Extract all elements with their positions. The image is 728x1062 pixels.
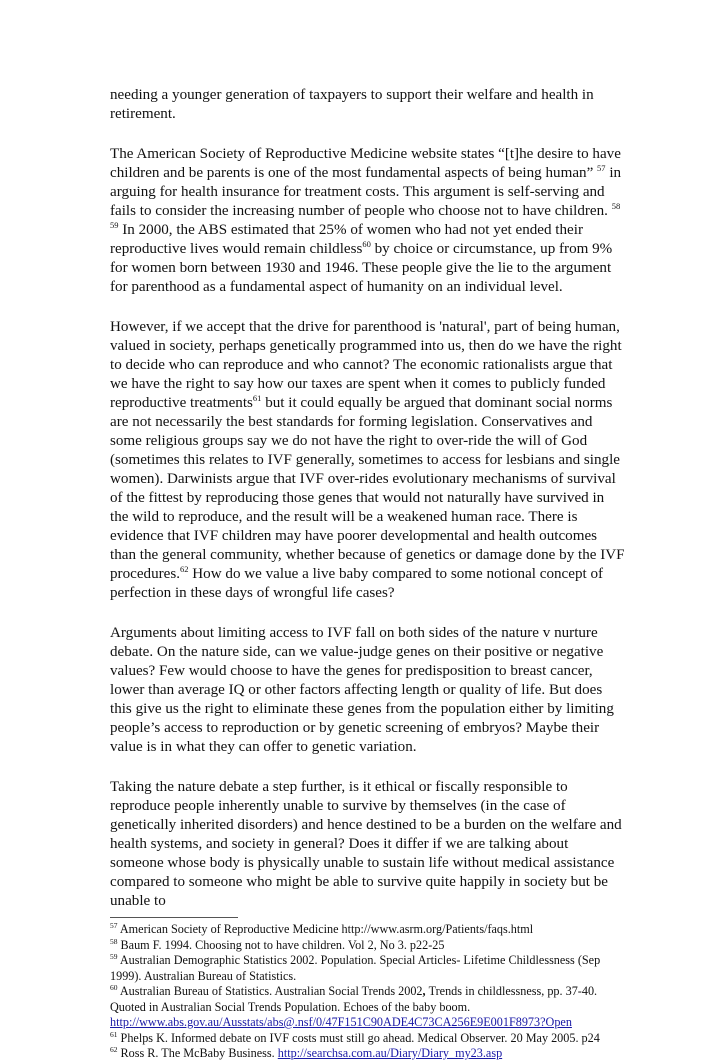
footnote — [110, 922, 625, 938]
paragraph — [110, 624, 625, 757]
paragraph — [110, 86, 625, 124]
footnote — [110, 1031, 625, 1047]
footnote — [110, 984, 625, 1031]
footnotes — [110, 922, 625, 1062]
text-run: In 2000, the ABS estimated that 25% of women who had not yet ended their reproductive lives would remain childless — [110, 222, 583, 257]
footnote-reference: 62 — [110, 1044, 118, 1054]
footnote-link[interactable]: http://searchsa.com.au/Diary/Diary_my23.asp — [277, 1046, 503, 1060]
text-run: needing a younger generation of taxpayers to support their welfare and health in retirement. — [110, 87, 594, 122]
text-run: Baum F. 1994. Choosing not to have children. Vol 2, No 3. p22-25 — [117, 937, 445, 952]
text-run: The American Society of Reproductive Medicine website states “[t]he desire to have children and be parents is one of the most fundamental aspects of being human” — [110, 146, 621, 181]
text-run: Australian Bureau of Statistics. Australian Social Trends 2002 — [117, 984, 423, 998]
footnote — [110, 1046, 625, 1062]
text-run: How do we value a live baby compared to some notional concept of perfection in these days of wrongful life cases? — [110, 566, 604, 601]
footnote-reference: 62 — [180, 563, 189, 574]
text-run: by choice or circumstance, up from 9% for women born between 1930 and 1946. These people give the lie to the argument for parenthood as a fundamental aspect of humanity on an individual level. — [110, 241, 613, 295]
text-run: However, if we accept that the drive for parenthood is 'natural', part of being human, valued in society, perhaps genetically programmed into us, then do we have the right to decide who can reproduce and who cannot? The economic rationalists argue that we have the right to say how our taxes are spent when it comes to publicly funded reproductive treatments — [110, 319, 622, 411]
body-text — [110, 86, 625, 911]
footnote-reference: 58 — [110, 936, 118, 946]
footnote-reference: 57 — [597, 162, 606, 173]
footnote-reference: 61 — [110, 1029, 118, 1039]
footnote-reference: 61 — [252, 392, 262, 403]
paragraph — [110, 145, 625, 297]
footnote-reference: 59 — [110, 951, 118, 961]
text-run: Ross R. The McBaby Business. — [117, 1046, 278, 1060]
text-run: but it could equally be argued that dominant social norms are not necessarily the best standards for forming legislation. Conservatives and some religious groups say we do not have the right to over-ride the will of God (sometimes this relates to IVF generally, sometimes to access for lesbians and single women). Darwinists argue that IVF over-rides evolutionary mechanisms of survival of the fittest by reproducing those genes that would not naturally have survived in the wild to reproduce, and the result will be a weakened human race. There is evidence that IVF children may have poorer developmental and health outcomes than the general community, whether because of genetics or damage done by the IVF procedures. — [110, 395, 625, 582]
text-run: in arguing for health insurance for treatment costs. This argument is self-serving and fails to consider the increasing number of people who choose not to have children. — [110, 165, 622, 219]
footnote — [110, 953, 625, 984]
footnote-reference: 57 — [110, 920, 118, 930]
document-page — [110, 86, 625, 1062]
text-run: Phelps K. Informed debate on IVF costs must still go ahead. Medical Observer. 20 May 2005. p24 — [117, 1030, 600, 1045]
footnote-reference: 60 — [110, 982, 118, 992]
footnote-link[interactable]: http://www.abs.gov.au/Ausstats/abs@.nsf/0/47F151C90ADE4C73CA256E9E001F8973?Open — [110, 1015, 572, 1029]
footnote-separator — [110, 917, 238, 918]
footnote-reference: 58 59 — [110, 200, 621, 230]
paragraph — [110, 778, 625, 911]
footnote — [110, 938, 625, 954]
text-run: Taking the nature debate a step further, is it ethical or fiscally responsible to reproduce people inherently unable to survive by themselves (in the case of genetically inherited disorders) and hence destined to be a burden on the welfare and health systems, and society in general? Does it differ if we are talking about someone whose body is physically unable to sustain life without medical assistance compared to someone who might be able to survive quite happily in society but be unable to — [110, 779, 622, 909]
paragraph — [110, 318, 625, 603]
text-run: Australian Demographic Statistics 2002. Population. Special Articles- Lifetime Childlessness (Sep 1999). Australian Bureau of Statistics. — [110, 953, 601, 983]
footnote-reference: 60 — [362, 238, 371, 249]
text-run: Arguments about limiting access to IVF fall on both sides of the nature v nurture debate. On the nature side, can we value-judge genes on their positive or negative values? Few would choose to have the genes for predisposition to breast cancer, lower than average IQ or other factors affecting length or quality of life. But does this give us the right to eliminate these genes from the population either by limiting people’s access to reproduction or by genetic screening of embryos? Maybe their value is in what they can offer to genetic variation. — [110, 625, 614, 755]
text-run: Trends in childlessness, pp. 37-40. Quoted in Australian Social Trends Population. Echoes of the baby boom. — [110, 984, 598, 1014]
text-run: American Society of Reproductive Medicine http://www.asrm.org/Patients/faqs.html — [117, 922, 534, 936]
text-run: , — [422, 984, 429, 998]
